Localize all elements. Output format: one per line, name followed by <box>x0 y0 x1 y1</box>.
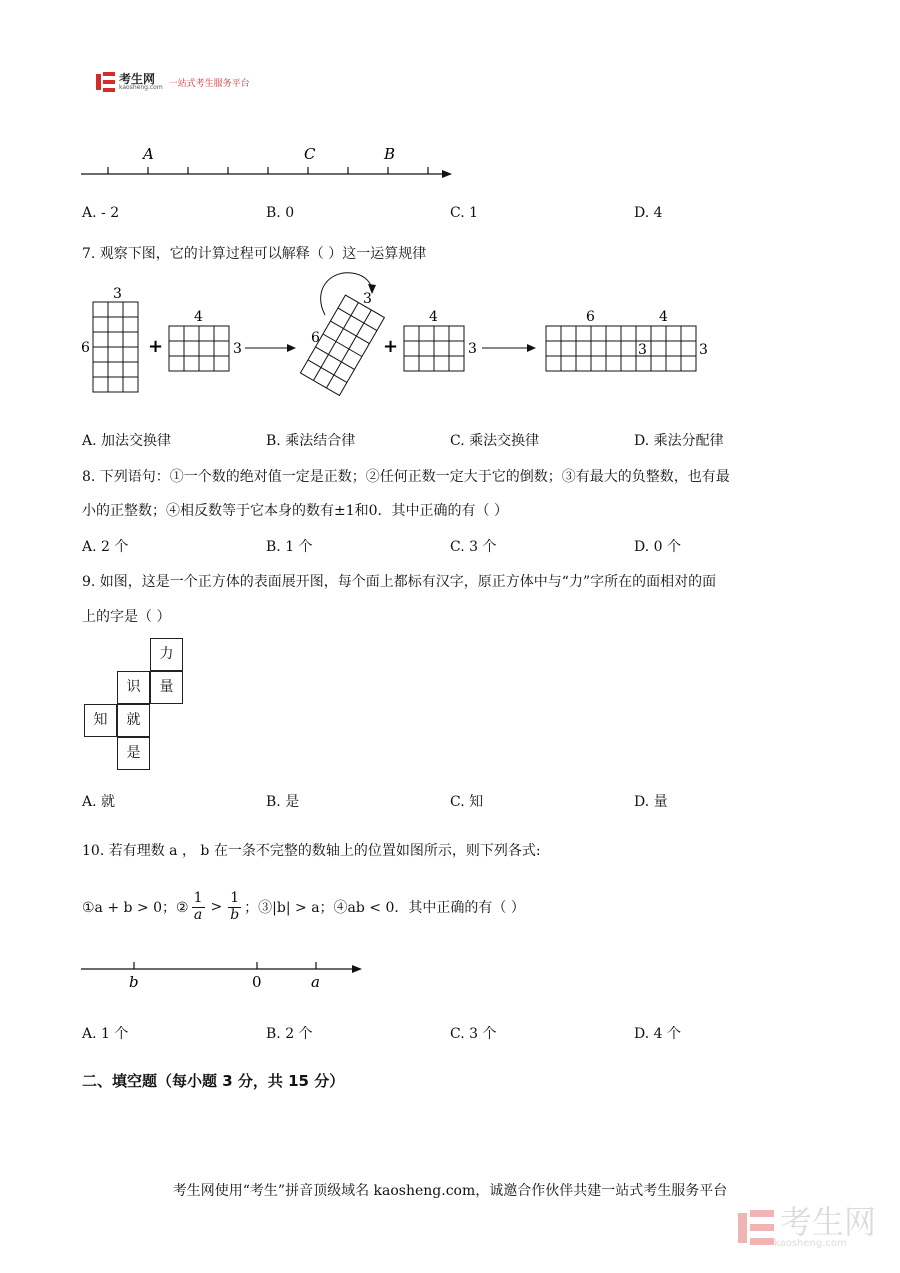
q7-grid2-top: 4 <box>194 309 203 325</box>
q8-option-a[interactable]: A. 2 个 <box>82 539 129 555</box>
q10-gt: > <box>210 899 223 915</box>
q7-grid3-top: 3 <box>363 291 372 307</box>
q9-cube-net <box>82 638 186 774</box>
logo-name: 考生网 <box>119 72 156 86</box>
q7-plus-2: + <box>383 336 399 357</box>
header-logo <box>96 72 250 92</box>
q7-grid5-top-right: 4 <box>659 309 668 325</box>
q7-option-b[interactable]: B. 乘法结合律 <box>266 433 356 449</box>
q7-grid2-right: 3 <box>233 341 242 357</box>
q6-label-a: A <box>143 145 154 163</box>
q7-grid-10x3 <box>546 326 696 371</box>
q8-option-b[interactable]: B. 1 个 <box>266 539 313 555</box>
q10-frac1-den: a <box>193 906 203 923</box>
q7-grid4-right: 3 <box>468 341 477 357</box>
q7-grid-4x3-b <box>404 326 464 371</box>
q6-option-d[interactable]: D. 4 <box>634 205 663 221</box>
q9-face-jiu: 就 <box>117 704 150 737</box>
q10-option-a[interactable]: A. 1 个 <box>82 1026 129 1042</box>
logo-slogan: 一站式考生服务平台 <box>168 78 250 89</box>
q10-frac2-den: b <box>230 906 240 923</box>
q7-grid4-top: 4 <box>429 309 438 325</box>
watermark-domain: kaosheng.com <box>773 1238 847 1249</box>
q7-grid1-top: 3 <box>113 286 122 302</box>
q9-face-li: 力 <box>150 638 183 671</box>
q10-item1: ①a + b > 0；② <box>82 900 189 916</box>
q9-option-b[interactable]: B. 是 <box>266 794 300 810</box>
q9-face-shi: 识 <box>117 671 150 704</box>
q10-frac1 <box>192 891 205 923</box>
q9-face-liang: 量 <box>150 671 183 704</box>
watermark-logo-icon <box>738 1210 774 1246</box>
q6-label-b: B <box>384 145 396 163</box>
q8-stem-line2: 小的正整数；④相反数等于它本身的数有±1和0．其中正确的有（ ） <box>82 503 508 519</box>
watermark-text: 考生网 <box>779 1203 876 1241</box>
q10-number-line <box>78 955 368 995</box>
q6-label-c: C <box>304 145 316 163</box>
q10-label-a: a <box>311 973 320 991</box>
q7-option-a[interactable]: A. 加法交换律 <box>82 433 172 449</box>
q8-option-c[interactable]: C. 3 个 <box>450 539 497 555</box>
q7-stem: 7. 观察下图，它的计算过程可以解释（ ）这一运算规律 <box>82 246 427 262</box>
q6-option-b[interactable]: B. 0 <box>266 205 295 221</box>
q7-grid1-left: 6 <box>81 340 90 356</box>
q7-grid3-left: 6 <box>311 330 320 346</box>
q10-label-b: b <box>129 973 139 991</box>
watermark <box>738 1203 876 1249</box>
q10-label-0: 0 <box>252 973 262 991</box>
q7-grid5-top-left: 6 <box>586 309 595 325</box>
logo-icon <box>96 72 116 92</box>
q9-option-c[interactable]: C. 知 <box>450 794 484 810</box>
q10-statements <box>82 882 525 932</box>
q10-frac2 <box>228 891 241 923</box>
q10-frac2-num: 1 <box>230 890 240 907</box>
q6-option-a[interactable]: A. - 2 <box>82 205 120 221</box>
q9-stem-line2: 上的字是（ ） <box>82 609 171 625</box>
q7-option-d[interactable]: D. 乘法分配律 <box>634 433 724 449</box>
q6-number-line <box>78 140 458 185</box>
section-2-heading: 二、填空题（每小题 3 分，共 15 分） <box>82 1072 345 1090</box>
footer-text: 考生网使用“考生”拼音顶级域名 kaosheng.com，诚邀合作伙伴共建一站式考生服务平台 <box>172 1183 728 1199</box>
q7-plus-1: + <box>148 336 164 357</box>
q10-option-b[interactable]: B. 2 个 <box>266 1026 313 1042</box>
q6-axis-arrow <box>442 170 452 178</box>
q10-option-c[interactable]: C. 3 个 <box>450 1026 497 1042</box>
q9-face-shi2: 是 <box>117 737 150 770</box>
q7-grid-3x6 <box>93 302 138 392</box>
logo-domain: kaosheng.com <box>119 84 163 91</box>
q7-figure <box>80 270 710 405</box>
q7-grid5-right: 3 <box>699 342 708 358</box>
q7-option-c[interactable]: C. 乘法交换律 <box>450 433 540 449</box>
q10-stem: 10. 若有理数 a ， b 在一条不完整的数轴上的位置如图所示，则下列各式: <box>82 843 541 859</box>
q9-face-zhi: 知 <box>84 704 117 737</box>
q6-option-c[interactable]: C. 1 <box>450 205 479 221</box>
q10-frac1-num: 1 <box>193 890 203 907</box>
q10-option-d[interactable]: D. 4 个 <box>634 1026 681 1042</box>
q7-grid5-mid: 3 <box>638 342 647 358</box>
q9-option-a[interactable]: A. 就 <box>82 794 116 810</box>
q10-item3: ；③|b| > a；④ab < 0．其中正确的有（ ） <box>244 900 525 916</box>
q7-grid-4x3-a <box>169 326 229 371</box>
q8-stem-line1: 8. 下列语句：①一个数的绝对值一定是正数；②任何正数一定大于它的倒数；③有最大的负整数，也有最 <box>82 469 730 485</box>
q9-option-d[interactable]: D. 量 <box>634 794 668 810</box>
q10-axis-arrow <box>352 965 362 973</box>
q9-stem-line1: 9. 如图，这是一个正方体的表面展开图，每个面上都标有汉字，原正方体中与“力”字所在的面相对的面 <box>82 574 717 590</box>
q8-option-d[interactable]: D. 0 个 <box>634 539 681 555</box>
